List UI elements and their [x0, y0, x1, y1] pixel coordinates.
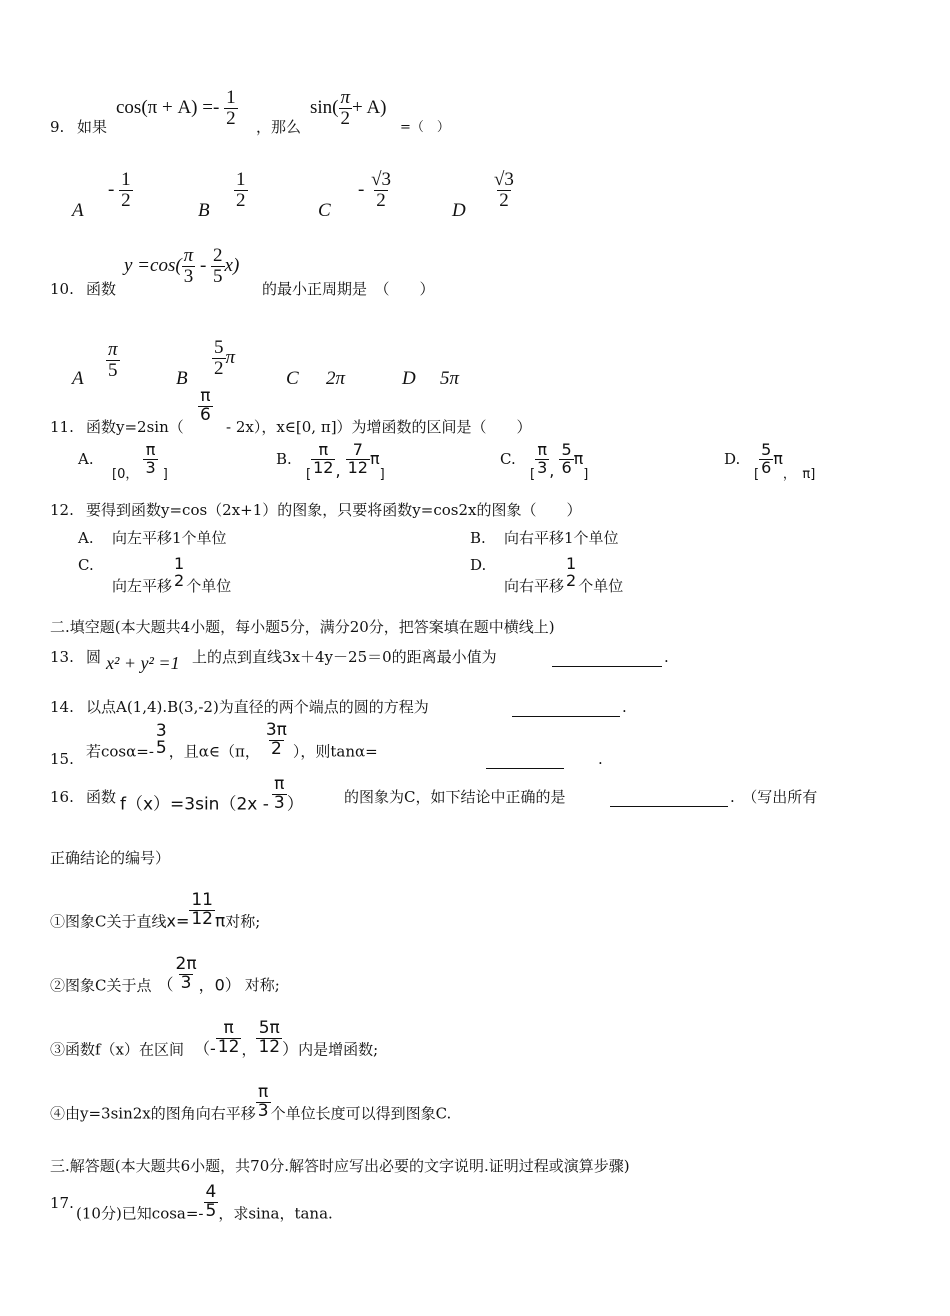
q12-option-b-label: B. [470, 529, 486, 547]
q16-item-3: ③函数f（x）在区间 （- $\frac{\pi}{12}$ ， $\frac{5\pi}{12}$ ）内是增函数; [50, 1018, 379, 1059]
q12-number: 12. [50, 501, 74, 519]
q16-prefix: 函数 [86, 788, 117, 806]
q9-option-c-label: C [318, 200, 331, 221]
q16-number: 16. [50, 788, 74, 806]
q9-asked-expression: sin( $\frac{\pi}{2}$ + A) [310, 87, 387, 129]
q12-text: 要得到函数y=cos（2x+1）的图象，只要将函数y=cos2x的图象（ ） [86, 501, 582, 519]
q10-option-b-label: B [176, 368, 188, 389]
q12-option-a-label: A. [78, 529, 94, 547]
q15-number: 15. [50, 750, 74, 768]
q16-tail: . （写出所有 [730, 788, 818, 806]
q11-prefix: 函数y=2sin（ [86, 418, 184, 436]
q12-option-d-label: D. [470, 556, 487, 574]
q11-option-c-label: C. [500, 450, 516, 468]
q10-option-c-value: 2π [326, 368, 346, 389]
q10-option-a-value: $\frac{\pi}{5}$ [108, 339, 118, 381]
q10-tail: 的最小正周期是 （ ） [262, 280, 435, 298]
section-2-heading: 二.填空题(本大题共4小题，每小题5分，满分20分，把答案填在题中横线上) [50, 618, 555, 636]
q9-condition: cos(π + A) =- $\frac{1}{2}$ [116, 87, 236, 129]
q13-answer-blank[interactable] [552, 650, 662, 667]
q12-option-d-text: 向右平移 1 2 个单位 [504, 554, 624, 595]
q11-option-b-label: B. [276, 450, 292, 468]
q12-option-c-label: C. [78, 556, 94, 574]
q9-prefix: 如果 [77, 118, 108, 136]
q10-prefix: 函数 [86, 280, 117, 298]
q17-number: 17. [50, 1194, 74, 1212]
q16-item-2: ②图象C关于点 （ $\frac{2\pi}{3}$ ，0） 对称; [50, 954, 280, 995]
q15-text: 若cosα=- 3 5 ，且α∈（π， $\frac{3\pi}{2}$ ），则tanα= [86, 720, 378, 761]
q16-answer-blank[interactable] [610, 790, 728, 807]
q11-option-b-value: $_[$ $\frac{\pi}{12}$ , $\frac{7}{12}$ $\pi_]$ [306, 440, 385, 482]
q9-option-b-label: B [198, 200, 210, 221]
q15-end: . [598, 750, 603, 768]
q14-number: 14. [50, 698, 74, 716]
q9-option-d-label: D [452, 200, 466, 221]
q10-option-a-label: A [72, 368, 84, 389]
q15-answer-blank[interactable] [486, 752, 564, 769]
q16-item-1: ①图象C关于直线x= $\frac{11}{12}$ π对称; [50, 890, 261, 932]
q11-fraction: $\frac{\pi}{6}$ [200, 386, 211, 425]
q10-function: y =cos( $\frac{\pi}{3}$ - $\frac{2}{5}$ x) [124, 245, 240, 287]
q11-number: 11. [50, 418, 74, 436]
q11-option-c-value: $_[$ $\frac{\pi}{3}$ , $\frac{5}{6}$ $\pi_]$ [530, 440, 589, 482]
section-3-heading: 三.解答题(本大题共6小题，共70分.解答时应写出必要的文字说明.证明过程或演算步骤) [50, 1157, 630, 1175]
q9-option-d-value: $\frac{√3}{2}$ [494, 169, 514, 211]
q14-text: 以点A(1,4).B(3,-2)为直径的两个端点的圆的方程为 [86, 698, 429, 716]
q13-text: 上的点到直线3x＋4y－25＝0的距离最小值为 [192, 648, 497, 666]
q13-end: . [664, 648, 669, 666]
q10-option-d-value: 5π [440, 368, 460, 389]
q14-end: . [622, 698, 627, 716]
q9-then: ，那么 [256, 118, 302, 136]
q11-option-d-label: D. [724, 450, 741, 468]
q13-number: 13. [50, 648, 74, 666]
q9-option-c-value: - $\frac{√3}{2}$ [358, 169, 392, 211]
q11-option-a-label: A. [78, 450, 94, 468]
q16-text: 的图象为C，如下结论中正确的是 [344, 788, 566, 806]
q10-option-b-value: $\frac{5}{2}$ π [214, 337, 236, 379]
q9-option-a-label: A [72, 200, 84, 221]
q17-text: (10分)已知cosa=- $\frac{4}{5}$ ，求sina，tana. [76, 1182, 333, 1223]
q10-number: 10. [50, 280, 74, 298]
q11-option-a-value: $_{[0,}$ $\frac{\pi}{3}$ $_]$ [112, 440, 168, 482]
q16-line2: 正确结论的编号） [50, 849, 171, 867]
q12-option-a-text: 向左平移1个单位 [112, 529, 227, 547]
q13-prefix: 圆 [86, 648, 102, 666]
q12-option-c-text: 向左平移 1 2 个单位 [112, 554, 232, 595]
q13-equation: x² + y² =1 [106, 653, 180, 673]
q9-tail: =（ ） [400, 120, 450, 135]
q10-option-c-label: C [286, 368, 299, 389]
q9-number: 9. [50, 118, 65, 136]
q11-option-d-value: $_[$ $\frac{5}{6}$ $\pi_{, \pi]}$ [754, 440, 816, 482]
q10-option-d-label: D [402, 368, 416, 389]
q9-option-a-value: - $\frac{1}{2}$ [108, 169, 131, 211]
q14-answer-blank[interactable] [512, 700, 620, 717]
q12-option-b-text: 向右平移1个单位 [504, 529, 619, 547]
q16-item-4: ④由y=3sin2x的图角向右平移 $\frac{\pi}{3}$ 个单位长度可以得到图象C. [50, 1082, 452, 1123]
q11-text: - 2x），x∈[0, π]）为增函数的区间是（ ） [226, 418, 532, 436]
q16-function: f（x）=3sin（2x - $\frac{\pi}{3}$ ） [120, 774, 304, 815]
q9-option-b-value: $\frac{1}{2}$ [236, 169, 246, 211]
